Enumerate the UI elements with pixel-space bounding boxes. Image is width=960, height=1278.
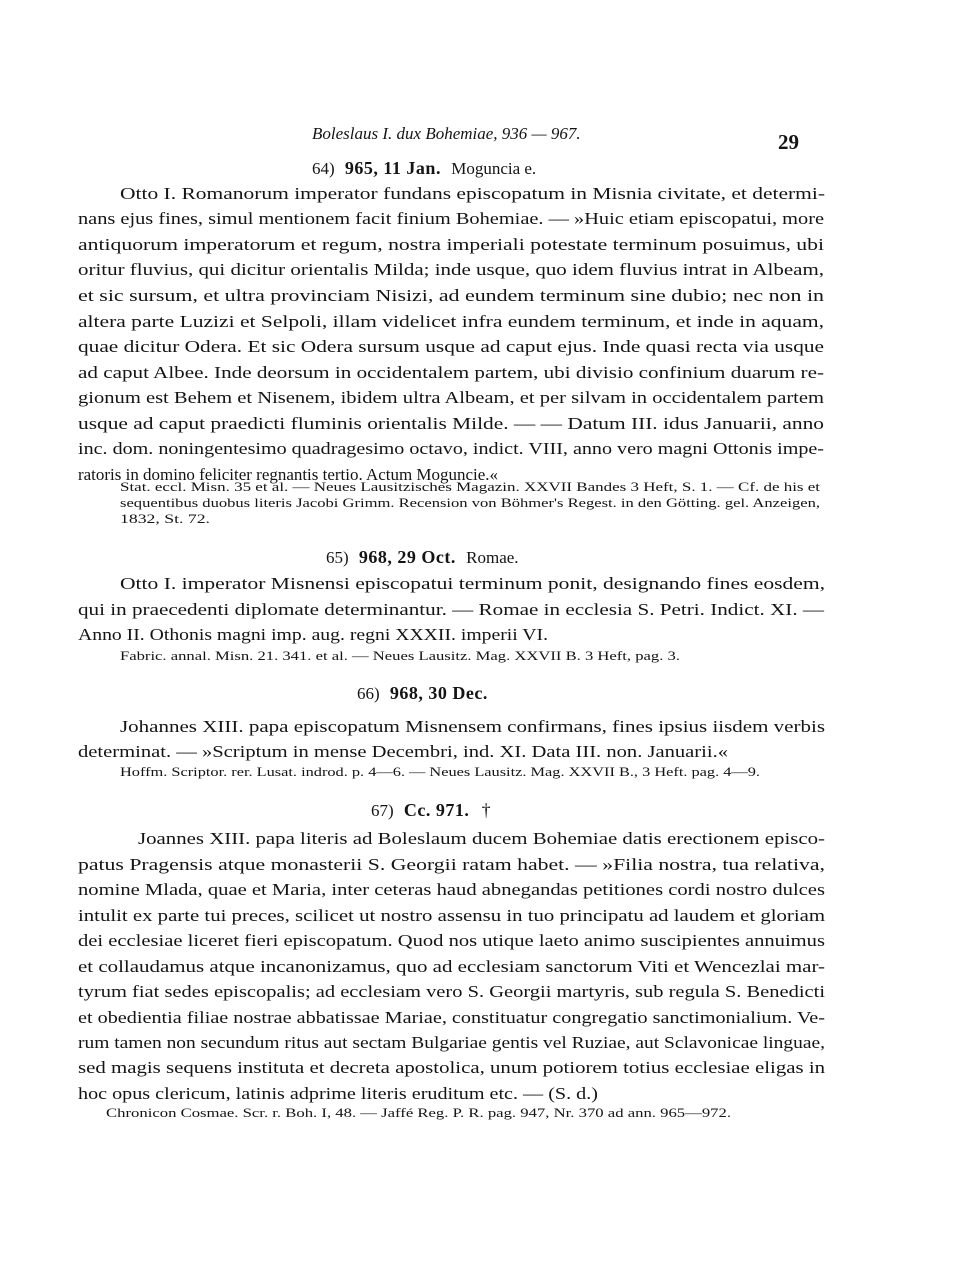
- text-line: et obedientia filiae nostrae abbatissae Mariae, constituatur congregatio sanctimonialium. Ve-: [78, 1008, 826, 1027]
- text-line: ad caput Albee. Inde deorsum in occidentalem partem, ubi divisio confinium duarum re-: [78, 363, 825, 382]
- text-line: antiquorum imperatorum et regum, nostra imperiali potestate terminum posuimus, ubi: [78, 235, 825, 254]
- text-line: Johannes XIII. papa episcopatum Misnensem confirmans, fines ipsius iisdem verbis: [120, 717, 826, 736]
- footnote-line: Fabric. annal. Misn. 21. 341. et al. — Neues Lausitz. Mag. XXVII B. 3 Heft, pag. 3.: [120, 649, 680, 663]
- text-line: patus Pragensis atque monasterii S. Georgii ratam habet. — »Filia nostra, tua relativa,: [78, 855, 825, 874]
- entry-heading: [312, 158, 536, 179]
- text-line: ratoris in domino feliciter regnantis tertio. Actum Moguncie.«: [78, 465, 498, 484]
- entry-heading: [371, 800, 491, 821]
- text-line: qui in praecedenti diplomate determinantur. — Romae in ecclesia S. Petri. Indict. XI. —: [78, 600, 825, 619]
- text-line: tyrum fiat sedes episcopalis; ad ecclesiam vero S. Georgii martyris, sub regula S. Benedicti: [78, 982, 826, 1001]
- footnote-line: 1832, St. 72.: [120, 512, 210, 526]
- text-line: oritur fluvius, qui dicitur orientalis Milda; inde usque, quo idem fluvius intrat in Albeam,: [78, 260, 824, 279]
- footnote-line: Hoffm. Scriptor. rer. Lusat. indrod. p. 4—6. — Neues Lausitz. Mag. XXVII B., 3 Heft. pag. 4—9.: [120, 765, 760, 779]
- text-line: gionum est Behem et Nisenem, ibidem ultra Albeam, et per silvam in occidentalem partem: [78, 388, 824, 407]
- entry-place: Romae.: [466, 548, 519, 567]
- text-line: altera parte Luzizi et Selpoli, illam videlicet infra eundem terminum, et inde in aquam,: [78, 312, 825, 331]
- text-line: Otto I. imperator Misnensi episcopatui terminum ponit, designando fines eosdem,: [120, 574, 826, 593]
- text-line: sed magis sequens instituta et decreta apostolica, unum potiorem totius ecclesiae eligas in: [78, 1058, 826, 1077]
- entry-number: 64): [312, 159, 335, 178]
- text-line: rum tamen non secundum ritus aut sectam Bulgariae gentis vel Ruziae, aut Sclavonicae linguae,: [78, 1033, 825, 1052]
- dagger-mark: †: [481, 800, 491, 820]
- text-line: Anno II. Othonis magni imp. aug. regni XXXII. imperii VI.: [78, 625, 549, 644]
- text-line: et collaudamus atque incanonizamus, quo ad ecclesiam sanctorum Viti et Wencezlai mar-: [78, 957, 826, 976]
- text-line: dei ecclesiae liceret fieri episcopatum. Quod nos utique laeto animo suscipientes annuimus: [78, 931, 825, 950]
- entry-number: 65): [326, 548, 349, 567]
- entry-heading: [326, 547, 519, 568]
- text-line: nomine Mlada, quae et Maria, inter ceteras haud abnegandas petitiones cordi nostro dulces: [78, 880, 825, 899]
- text-line: quae dicitur Odera. Et sic Odera sursum usque ad caput ejus. Inde quasi recta via usque: [78, 337, 825, 356]
- page-number: 29: [778, 130, 799, 154]
- text-line: Otto I. Romanorum imperator fundans episcopatum in Misnia civitate, et determi-: [120, 184, 826, 203]
- text-line: hoc opus clericum, latinis adprime literis eruditum etc. — (S. d.): [78, 1084, 598, 1103]
- entry-date: 968, 30 Dec.: [389, 683, 488, 703]
- running-head: [0, 124, 960, 156]
- entry-date: Cc. 971.: [403, 800, 470, 820]
- entry-number: 66): [357, 684, 380, 703]
- text-line: usque ad caput praedicti fluminis orientalis Milde. — — Datum III. idus Januarii, anno: [78, 414, 824, 433]
- entry-date: 968, 29 Oct.: [358, 547, 456, 567]
- entry-number: 67): [371, 801, 394, 820]
- footnote-line: Stat. eccl. Misn. 35 et al. — Neues Lausitzisches Magazin. XXVII Bandes 3 Heft, S. 1. — Cf. de his et: [120, 480, 821, 494]
- entry-place: Moguncia e.: [451, 159, 537, 178]
- running-head-title: Boleslaus I. dux Bohemiae, 936 — 967.: [312, 124, 581, 143]
- footnote-line: sequentibus duobus literis Jacobi Grimm. Recension von Böhmer's Regest. in den Götting. gel. Anzeigen,: [120, 496, 820, 510]
- text-line: intulit ex parte tui preces, scilicet ut nostro assensu in tuo principatu ad laudem et gloriam: [78, 906, 826, 925]
- entry-heading: [357, 683, 488, 704]
- text-line: Joannes XIII. papa literis ad Boleslaum ducem Bohemiae datis erectionem episco-: [138, 829, 826, 848]
- text-line: nans ejus fines, simul mentionem facit finium Bohemiae. — »Huic etiam episcopatui, more: [78, 209, 825, 228]
- text-line: et sic sursum, et ultra provinciam Nisizi, ad eundem terminum sine dubio; nec non in: [78, 286, 824, 305]
- text-line: inc. dom. noningentesimo quadragesimo octavo, indict. VIII, anno vero magni Ottonis impe-: [78, 439, 824, 458]
- footnote-line: Chronicon Cosmae. Scr. r. Boh. I, 48. — Jaffé Reg. P. R. pag. 947, Nr. 370 ad ann. 965—972.: [106, 1106, 732, 1120]
- entry-date: 965, 11 Jan.: [344, 158, 441, 178]
- text-line: determinat. — »Scriptum in mense Decembri, ind. XI. Data III. non. Januarii.«: [78, 742, 729, 761]
